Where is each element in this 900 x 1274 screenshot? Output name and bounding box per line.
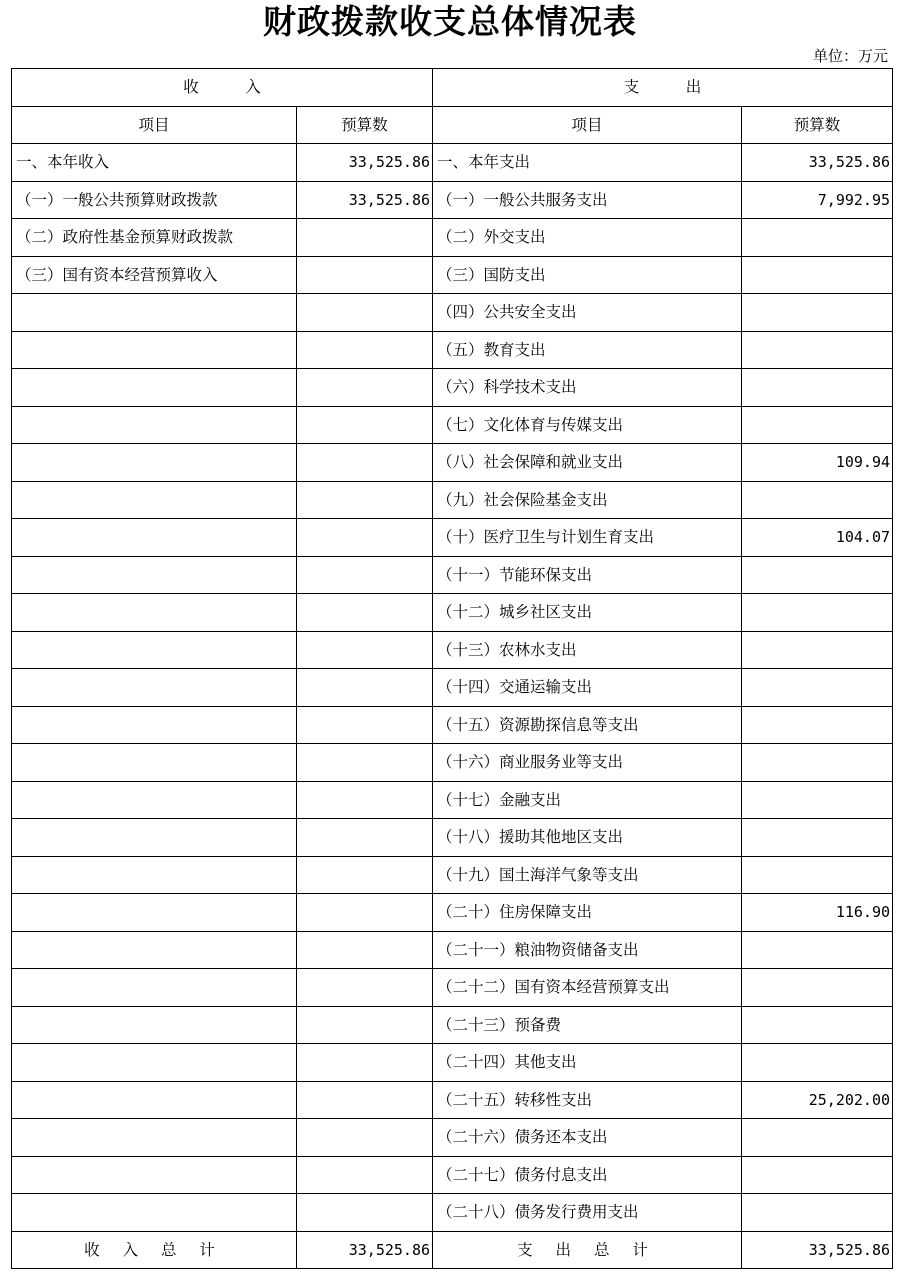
expense-item-cell: （十一）节能环保支出: [433, 556, 742, 594]
expense-item-cell: （二十五）转移性支出: [433, 1081, 742, 1119]
expense-amount-cell: [742, 669, 893, 707]
expense-amount-cell: 33,525.86: [742, 144, 893, 182]
table-row: [12, 481, 893, 519]
expense-amount-cell: 104.07: [742, 519, 893, 557]
income-amount-cell: [297, 1044, 433, 1082]
expense-amount-cell: [742, 331, 893, 369]
income-item-cell: [12, 969, 297, 1007]
table-row: [12, 444, 893, 482]
income-amount-cell: [297, 294, 433, 332]
expense-amount-cell: [742, 1194, 893, 1232]
expense-total-label: 支 出 总 计: [433, 1231, 742, 1269]
expense-amount-cell: [742, 856, 893, 894]
income-item-cell: [12, 519, 297, 557]
expense-amount-cell: [742, 294, 893, 332]
table-row: [12, 1156, 893, 1194]
income-item-cell: [12, 444, 297, 482]
expense-amount-cell: 109.94: [742, 444, 893, 482]
income-item-cell: [12, 781, 297, 819]
expense-item-cell: （三）国防支出: [433, 256, 742, 294]
expense-amount-cell: [742, 706, 893, 744]
income-total-label: 收 入 总 计: [12, 1231, 297, 1269]
income-item-cell: [12, 894, 297, 932]
expense-item-cell: （十七）金融支出: [433, 781, 742, 819]
income-item-cell: [12, 1006, 297, 1044]
income-amount-cell: [297, 819, 433, 857]
table-row: [12, 219, 893, 257]
expense-item-cell: （二十六）债务还本支出: [433, 1119, 742, 1157]
table-row: [12, 294, 893, 332]
income-item-cell: [12, 369, 297, 407]
income-amount-cell: [297, 369, 433, 407]
expense-item-header: 项目: [433, 106, 742, 144]
table-row: [12, 856, 893, 894]
income-item-cell: [12, 556, 297, 594]
expense-amount-cell: [742, 219, 893, 257]
income-amount-cell: [297, 969, 433, 1007]
expense-item-cell: （四）公共安全支出: [433, 294, 742, 332]
expense-item-cell: （十九）国土海洋气象等支出: [433, 856, 742, 894]
expense-item-cell: （五）教育支出: [433, 331, 742, 369]
expense-item-cell: （十五）资源勘探信息等支出: [433, 706, 742, 744]
budget-table: [11, 68, 893, 1269]
group-header-row: [12, 69, 893, 107]
income-amount-cell: [297, 331, 433, 369]
income-amount-cell: 33,525.86: [297, 181, 433, 219]
expense-total-amount: 33,525.86: [742, 1231, 893, 1269]
table-row: [12, 144, 893, 182]
expense-amount-cell: [742, 781, 893, 819]
expense-amount-cell: [742, 369, 893, 407]
expense-amount-cell: [742, 744, 893, 782]
expense-amount-cell: 25,202.00: [742, 1081, 893, 1119]
expense-amount-cell: [742, 931, 893, 969]
income-amount-cell: [297, 1194, 433, 1232]
expense-amount-cell: [742, 594, 893, 632]
income-amount-cell: [297, 256, 433, 294]
expense-amount-cell: [742, 481, 893, 519]
expense-item-cell: （二十四）其他支出: [433, 1044, 742, 1082]
expense-group-header: 支 出: [433, 69, 893, 107]
table-row: [12, 331, 893, 369]
income-amount-cell: [297, 1156, 433, 1194]
expense-item-cell: （十二）城乡社区支出: [433, 594, 742, 632]
table-row: [12, 894, 893, 932]
income-item-cell: [12, 744, 297, 782]
income-amount-cell: [297, 594, 433, 632]
expense-item-cell: （二十二）国有资本经营预算支出: [433, 969, 742, 1007]
table-row: [12, 1081, 893, 1119]
income-item-cell: [12, 406, 297, 444]
expense-item-cell: （二）外交支出: [433, 219, 742, 257]
table-row: [12, 706, 893, 744]
expense-item-cell: （十八）援助其他地区支出: [433, 819, 742, 857]
income-amount-cell: 33,525.86: [297, 144, 433, 182]
expense-item-cell: （十）医疗卫生与计划生育支出: [433, 519, 742, 557]
table-row: [12, 1119, 893, 1157]
income-item-cell: [12, 1119, 297, 1157]
totals-row: [12, 1231, 893, 1269]
table-row: [12, 181, 893, 219]
expense-amount-cell: [742, 406, 893, 444]
income-amount-cell: [297, 631, 433, 669]
income-amount-cell: [297, 481, 433, 519]
income-item-cell: [12, 331, 297, 369]
income-item-cell: [12, 1194, 297, 1232]
expense-item-cell: （十六）商业服务业等支出: [433, 744, 742, 782]
table-row: [12, 744, 893, 782]
income-amount-cell: [297, 856, 433, 894]
income-amount-cell: [297, 219, 433, 257]
table-row: [12, 819, 893, 857]
income-item-cell: [12, 1156, 297, 1194]
table-row: [12, 781, 893, 819]
income-item-cell: 一、本年收入: [12, 144, 297, 182]
table-row: [12, 256, 893, 294]
expense-amount-cell: [742, 1044, 893, 1082]
expense-amount-cell: [742, 969, 893, 1007]
income-item-cell: [12, 481, 297, 519]
unit-label: 单位：万元: [812, 47, 888, 65]
income-item-cell: [12, 819, 297, 857]
income-amount-cell: [297, 444, 433, 482]
income-amount-cell: [297, 1119, 433, 1157]
expense-amount-cell: [742, 1156, 893, 1194]
expense-amount-cell: [742, 556, 893, 594]
income-amount-cell: [297, 931, 433, 969]
table-row: [12, 594, 893, 632]
table-row: [12, 1044, 893, 1082]
table-row: [12, 1006, 893, 1044]
income-item-cell: [12, 931, 297, 969]
income-amount-cell: [297, 1006, 433, 1044]
table-body: [12, 144, 893, 1232]
income-item-cell: [12, 1044, 297, 1082]
table-row: [12, 519, 893, 557]
income-item-cell: [12, 594, 297, 632]
table-row: [12, 931, 893, 969]
income-item-header: 项目: [12, 106, 297, 144]
income-amount-header: 预算数: [297, 106, 433, 144]
table-row: [12, 406, 893, 444]
expense-amount-cell: [742, 631, 893, 669]
column-header-row: [12, 106, 893, 144]
expense-item-cell: （二十七）债务付息支出: [433, 1156, 742, 1194]
income-item-cell: （三）国有资本经营预算收入: [12, 256, 297, 294]
expense-item-cell: （二十八）债务发行费用支出: [433, 1194, 742, 1232]
income-item-cell: （一）一般公共预算财政拨款: [12, 181, 297, 219]
expense-item-cell: （一）一般公共服务支出: [433, 181, 742, 219]
expense-item-cell: （二十一）粮油物资储备支出: [433, 931, 742, 969]
expense-item-cell: （七）文化体育与传媒支出: [433, 406, 742, 444]
expense-item-cell: 一、本年支出: [433, 144, 742, 182]
income-amount-cell: [297, 556, 433, 594]
income-amount-cell: [297, 406, 433, 444]
expense-item-cell: （六）科学技术支出: [433, 369, 742, 407]
income-item-cell: [12, 856, 297, 894]
income-amount-cell: [297, 669, 433, 707]
expense-amount-cell: [742, 1119, 893, 1157]
income-amount-cell: [297, 894, 433, 932]
expense-item-cell: （二十）住房保障支出: [433, 894, 742, 932]
table-row: [12, 631, 893, 669]
table-row: [12, 556, 893, 594]
table-row: [12, 1194, 893, 1232]
table-row: [12, 969, 893, 1007]
income-item-cell: （二）政府性基金预算财政拨款: [12, 219, 297, 257]
income-amount-cell: [297, 744, 433, 782]
expense-amount-cell: [742, 819, 893, 857]
expense-item-cell: （十四）交通运输支出: [433, 669, 742, 707]
expense-amount-cell: [742, 256, 893, 294]
income-amount-cell: [297, 519, 433, 557]
expense-item-cell: （二十三）预备费: [433, 1006, 742, 1044]
expense-amount-cell: [742, 1006, 893, 1044]
income-amount-cell: [297, 1081, 433, 1119]
table-row: [12, 369, 893, 407]
income-item-cell: [12, 294, 297, 332]
income-amount-cell: [297, 781, 433, 819]
page-title: 财政拨款收支总体情况表: [263, 2, 637, 41]
expense-item-cell: （十三）农林水支出: [433, 631, 742, 669]
table-row: [12, 669, 893, 707]
expense-amount-cell: 7,992.95: [742, 181, 893, 219]
income-item-cell: [12, 631, 297, 669]
income-total-amount: 33,525.86: [297, 1231, 433, 1269]
income-item-cell: [12, 1081, 297, 1119]
income-item-cell: [12, 669, 297, 707]
expense-item-cell: （八）社会保障和就业支出: [433, 444, 742, 482]
expense-item-cell: （九）社会保险基金支出: [433, 481, 742, 519]
expense-amount-header: 预算数: [742, 106, 893, 144]
expense-amount-cell: 116.90: [742, 894, 893, 932]
income-group-header: 收 入: [12, 69, 433, 107]
income-item-cell: [12, 706, 297, 744]
income-amount-cell: [297, 706, 433, 744]
